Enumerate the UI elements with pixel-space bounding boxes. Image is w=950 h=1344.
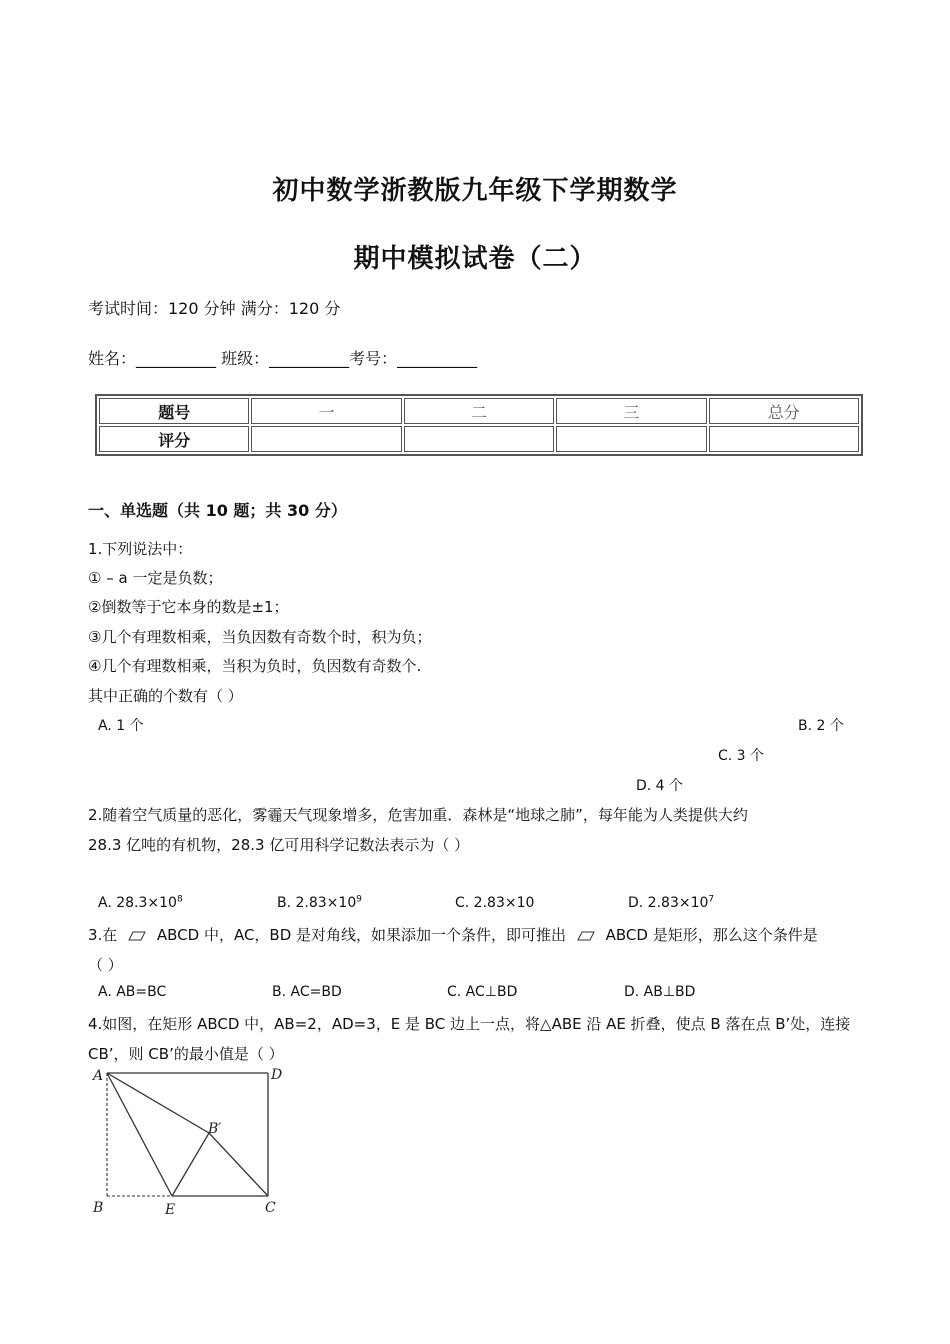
q2-text-line1: 2.随着空气质量的恶化，雾霾天气现象增多，危害加重．森林是“地球之肺”，每年能为人类提供大约 [88, 806, 748, 824]
q1-option-d[interactable]: D. 4 个 [636, 778, 684, 794]
q2-option-d-base: D. 2.83×10 [628, 895, 709, 911]
parallelogram-icon [577, 931, 595, 941]
segment-bpe [172, 1133, 209, 1196]
q3-pre: 3.在 [88, 926, 118, 944]
score-input-cell[interactable] [709, 426, 859, 452]
q1-option-b[interactable]: B. 2 个 [798, 718, 844, 734]
exam-info: 考试时间：120 分钟 满分：120 分 [88, 299, 341, 318]
document-title-line1: 初中数学浙教版九年级下学期数学 [272, 176, 678, 206]
label-b: B [93, 1200, 104, 1216]
q1-option-a[interactable]: A. 1 个 [98, 718, 144, 734]
score-table [95, 394, 863, 456]
q1-option-c[interactable]: C. 3 个 [718, 748, 765, 764]
score-table-cell: 一 [251, 398, 401, 424]
score-input-cell[interactable] [251, 426, 401, 452]
label-a: A [93, 1068, 104, 1084]
score-table-score-row [99, 426, 859, 452]
score-table-cell: 总分 [709, 398, 859, 424]
q1-stem: 1.下列说法中： [88, 540, 193, 558]
score-table-cell: 二 [404, 398, 554, 424]
q2-option-b-base: B. 2.83×10 [277, 895, 357, 911]
q2-option-d[interactable] [628, 895, 714, 911]
segment-bpc [209, 1133, 268, 1196]
q2-text-line2: 28.3 亿吨的有机物，28.3 亿可用科学记数法表示为（ ） [88, 836, 470, 854]
score-table-cell: 三 [556, 398, 706, 424]
label-b-prime: B′ [208, 1121, 222, 1137]
label-c: C [265, 1200, 276, 1216]
q2-option-a-base: A. 28.3×10 [98, 895, 177, 911]
rectangle-fold-figure [85, 1060, 295, 1220]
q2-option-b-exponent: 9 [356, 894, 362, 905]
q3-ask: （ ） [88, 956, 123, 974]
q1-ask: 其中正确的个数有（ ） [88, 687, 243, 705]
q1-statement: ③几个有理数相乘，当负因数有奇数个时，积为负； [88, 628, 432, 646]
q3-mid: ABCD 中，AC，BD 是对角线，如果添加一个条件，即可推出 [156, 926, 567, 944]
q4-text-line1: 4.如图，在矩形 ABCD 中，AB=2，AD=3，E 是 BC 边上一点，将△ABE 沿 AE 折叠，使点 B 落在点 B’处，连接 [88, 1015, 851, 1033]
q3-option-b[interactable]: B. AC=BD [272, 984, 342, 1000]
q4-text-line2: CB’，则 CB’的最小值是（ ） [88, 1045, 284, 1063]
label-d: D [271, 1067, 283, 1083]
q3-option-c[interactable]: C. AC⊥BD [447, 984, 518, 1000]
q3-text-line1 [88, 924, 818, 946]
q3-post: ABCD 是矩形，那么这个条件是 [605, 926, 818, 944]
q2-option-c[interactable]: C. 2.83×10 [455, 895, 535, 911]
q2-option-a[interactable] [98, 895, 183, 911]
parallelogram-icon [128, 931, 146, 941]
q1-statement: ②倒数等于它本身的数是±1； [88, 598, 289, 616]
score-input-cell[interactable] [404, 426, 554, 452]
label-e: E [165, 1202, 176, 1218]
score-input-cell[interactable] [556, 426, 706, 452]
q1-statement: ④几个有理数相乘，当积为负时，负因数有奇数个. [88, 657, 422, 675]
q2-option-a-exponent: 8 [176, 894, 183, 905]
score-table-cell: 评分 [99, 426, 249, 452]
q1-statement: ① – a 一定是负数； [88, 569, 223, 587]
document-title-line2: 期中模拟试卷（二） [353, 244, 597, 274]
q3-option-d[interactable]: D. AB⊥BD [624, 984, 696, 1000]
q2-option-d-exponent: 7 [708, 894, 715, 905]
q3-option-a[interactable]: A. AB=BC [98, 984, 167, 1000]
student-fields: 姓名：__________ 班级：__________考号：__________ [88, 349, 478, 368]
q2-option-b[interactable] [277, 895, 362, 911]
score-table-header-row [99, 398, 859, 424]
score-table-cell: 题号 [99, 398, 249, 424]
section-heading: 一、单选题（共 10 题；共 30 分） [88, 501, 347, 520]
